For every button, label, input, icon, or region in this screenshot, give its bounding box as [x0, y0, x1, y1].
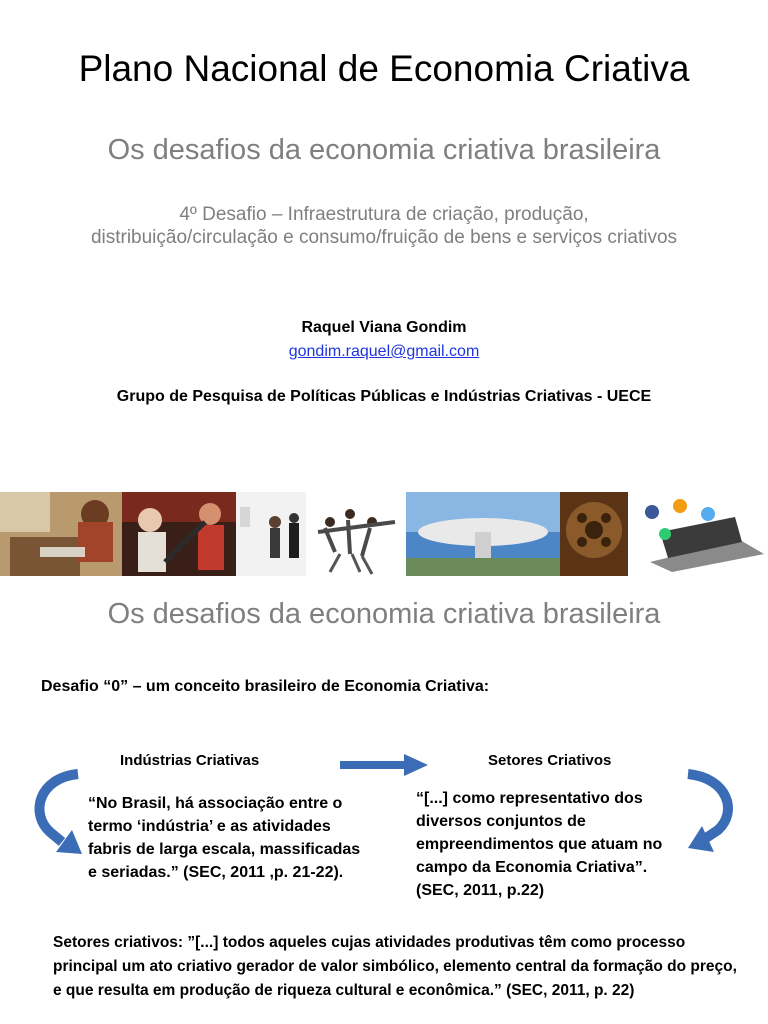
author-name: Raquel Viana Gondim	[301, 319, 467, 336]
setores-quote-citation: (SEC, 2011, p.22)	[416, 882, 545, 899]
email-text[interactable]: gondim.raquel@gmail.com	[288, 343, 480, 360]
laptop-social-media-photo	[628, 492, 768, 576]
crafts-photo	[0, 492, 122, 576]
setores-criativos-definition: Setores criativos: ”[...] todos aqueles cujas atividades produtivas têm como processo principal um ato criativo gerador de valor simbólico, elemento central da formação do preço, e que resulta em produção de riqueza cultural e econômica.” (SEC, 2011, p. 22)	[53, 934, 737, 999]
photo-studio-photo	[236, 492, 306, 576]
image-strip	[0, 492, 768, 576]
slide2-title: Os desafios da economia criativa brasileira	[107, 598, 661, 630]
curved-arrow-left-icon	[28, 766, 88, 858]
slide-title: Plano Nacional de Economia Criativa	[78, 48, 690, 89]
author-email-link[interactable]	[0, 343, 768, 361]
challenge-heading	[0, 203, 768, 249]
research-group: Grupo de Pesquisa de Políticas Públicas e Indústrias Criativas - UECE	[116, 388, 652, 405]
music-performance-photo	[122, 492, 236, 576]
dance-photo	[306, 492, 406, 576]
modern-architecture-photo	[406, 492, 560, 576]
slide-subtitle: Os desafios da economia criativa brasileira	[107, 134, 661, 166]
film-reel-photo	[560, 492, 628, 576]
challenge-line-1: 4º Desafio – Infraestrutura de criação, produção,	[179, 204, 589, 225]
setores-criativos-heading: Setores Criativos	[488, 752, 612, 769]
industrias-criativas-heading: Indústrias Criativas	[120, 752, 260, 769]
industrias-criativas-quote: “No Brasil, há associação entre o termo ‘indústria’ e as atividades fabris de larga escala, massificadas e seriadas.” (SEC, 2011 ,p. 21-22).	[88, 795, 361, 881]
setores-quote-text: “[...] como representativo dos diversos conjuntos de empreendimentos que atuam no campo da Economia Criativa”.	[416, 790, 663, 876]
challenge-line-2: distribuição/circulação e consumo/fruição de bens e serviços criativos	[90, 227, 678, 248]
right-arrow-icon	[340, 754, 430, 776]
setores-criativos-quote	[416, 787, 696, 902]
desafio-zero-text: Desafio “0” – um conceito brasileiro de Economia Criativa:	[41, 678, 490, 695]
